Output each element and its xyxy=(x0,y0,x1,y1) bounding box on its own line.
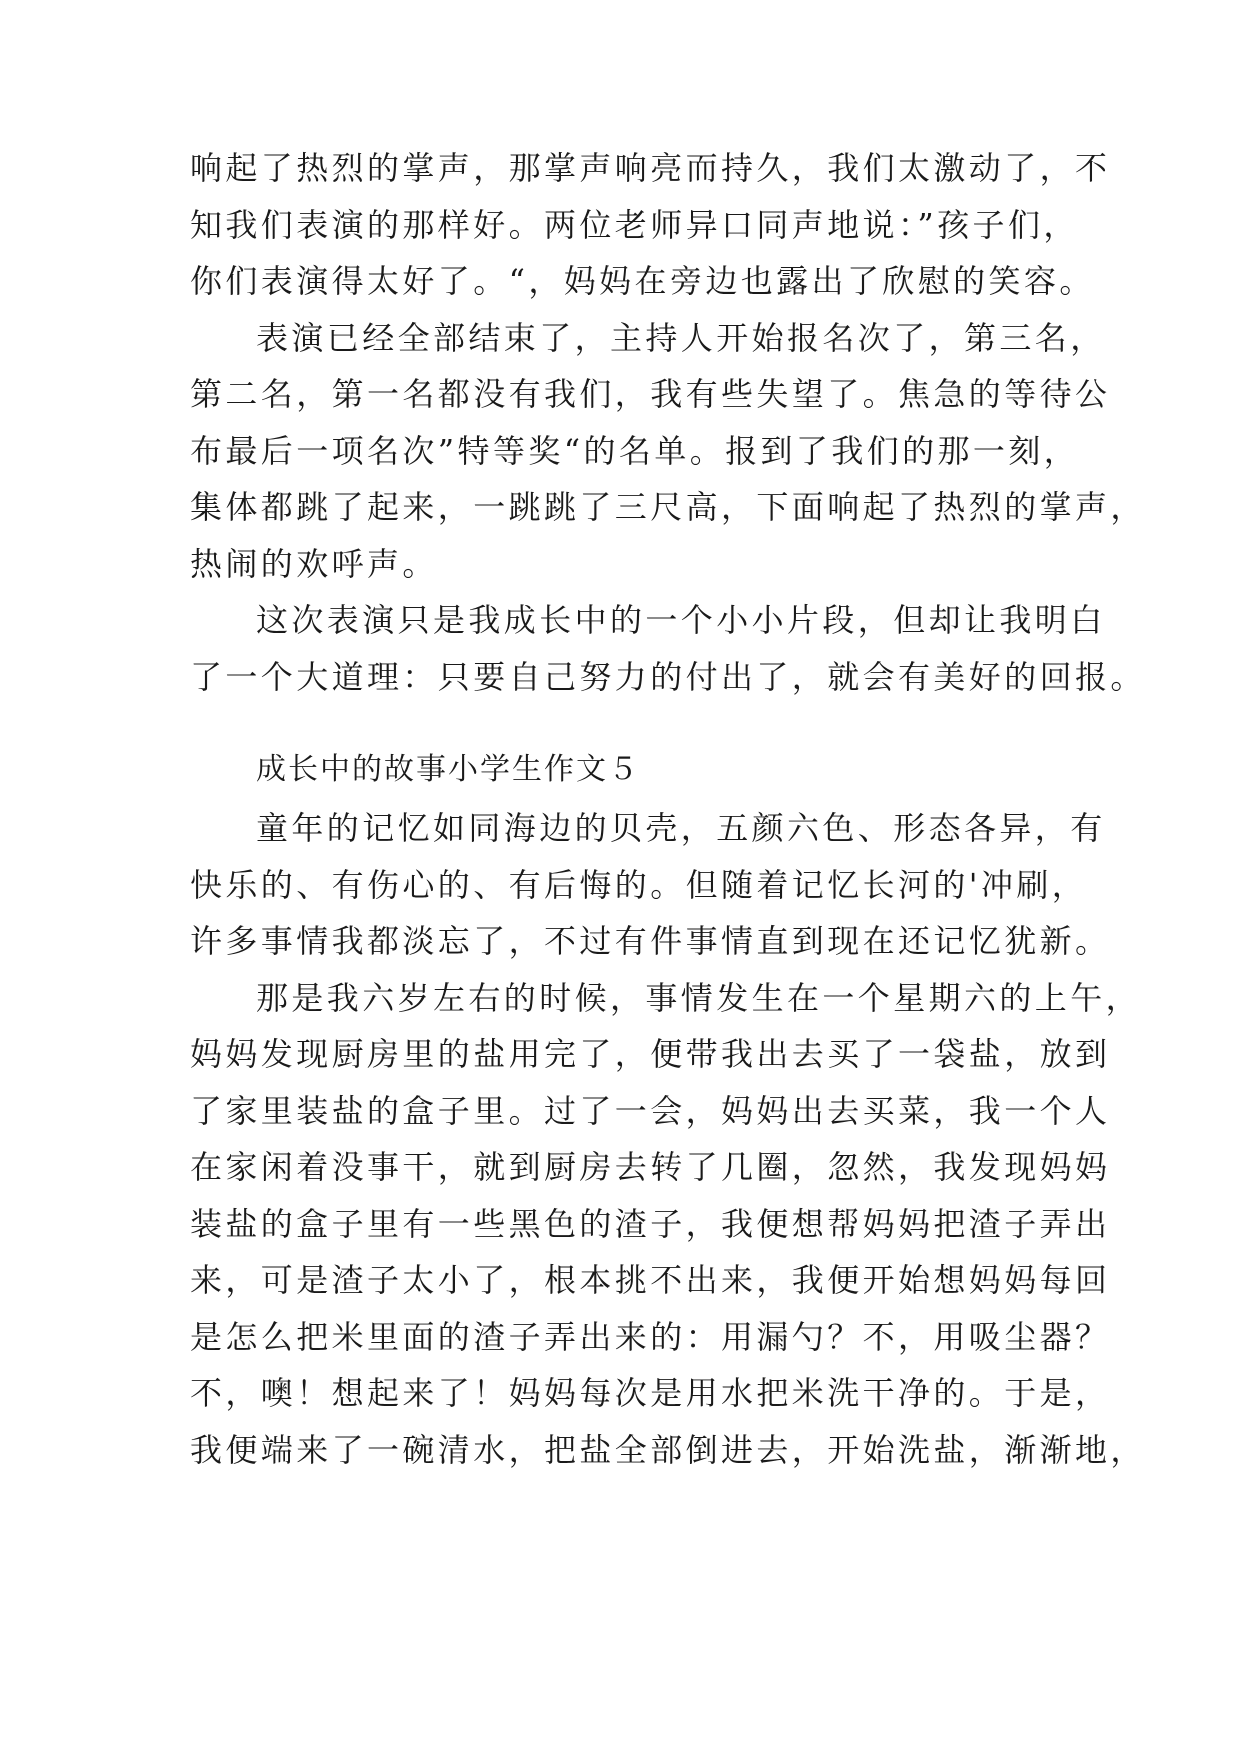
paragraph-3-line-2: 了一个大道理：只要自己努力的付出了，就会有美好的回报。 xyxy=(190,658,1146,696)
paragraph-1-line-2: 知我们表演的那样好。两位老师异口同声地说：”孩子们， xyxy=(190,206,1079,244)
paragraph-5-line-8: 不，噢！想起来了！妈妈每次是用水把米洗干净的。于是， xyxy=(190,1374,1111,1412)
paragraph-5-line-5: 装盐的盒子里有一些黑色的渣子，我便想帮妈妈把渣子弄出 xyxy=(190,1205,1111,1243)
paragraph-5-line-2: 妈妈发现厨房里的盐用完了，便带我出去买了一袋盐，放到 xyxy=(190,1035,1111,1073)
paragraph-3-line-1: 这次表演只是我成长中的一个小小片段，但却让我明白 xyxy=(256,601,1106,639)
paragraph-2-line-5: 热闹的欢呼声。 xyxy=(190,545,438,583)
paragraph-4-line-1: 童年的记忆如同海边的贝壳，五颜六色、形态各异，有 xyxy=(256,809,1106,847)
paragraph-5-line-6: 来，可是渣子太小了，根本挑不出来，我便开始想妈妈每回 xyxy=(190,1261,1111,1299)
paragraph-2-line-1: 表演已经全部结束了，主持人开始报名次了，第三名， xyxy=(256,319,1106,357)
paragraph-5-line-3: 了家里装盐的盒子里。过了一会，妈妈出去买菜，我一个人 xyxy=(190,1092,1111,1130)
paragraph-5-line-9: 我便端来了一碗清水，把盐全部倒进去，开始洗盐，渐渐地， xyxy=(190,1431,1146,1469)
paragraph-5-line-4: 在家闲着没事干，就到厨房去转了几圈，忽然，我发现妈妈 xyxy=(190,1148,1111,1186)
paragraph-5-line-1: 那是我六岁左右的时候，事情发生在一个星期六的上午， xyxy=(256,979,1142,1017)
section-title: 成长中的故事小学生作文５ xyxy=(256,752,640,787)
paragraph-5-line-7: 是怎么把米里面的渣子弄出来的：用漏勺？不，用吸尘器？ xyxy=(190,1318,1111,1356)
paragraph-2-line-2: 第二名，第一名都没有我们，我有些失望了。焦急的等待公 xyxy=(190,375,1111,413)
paragraph-2-line-4: 集体都跳了起来，一跳跳了三尺高，下面响起了热烈的掌声， xyxy=(190,488,1146,526)
paragraph-2-line-3: 布最后一项名次”特等奖“的名单。报到了我们的那一刻， xyxy=(190,432,1080,470)
paragraph-4-line-3: 许多事情我都淡忘了，不过有件事情直到现在还记忆犹新。 xyxy=(190,922,1111,960)
paragraph-4-line-2: 快乐的、有伤心的、有后悔的。但随着记忆长河的'冲刷， xyxy=(190,866,1088,904)
paragraph-1-line-1: 响起了热烈的掌声，那掌声响亮而持久，我们太激动了，不 xyxy=(190,149,1111,187)
paragraph-1-line-3: 你们表演得太好了。“，妈妈在旁边也露出了欣慰的笑容。 xyxy=(190,262,1095,300)
